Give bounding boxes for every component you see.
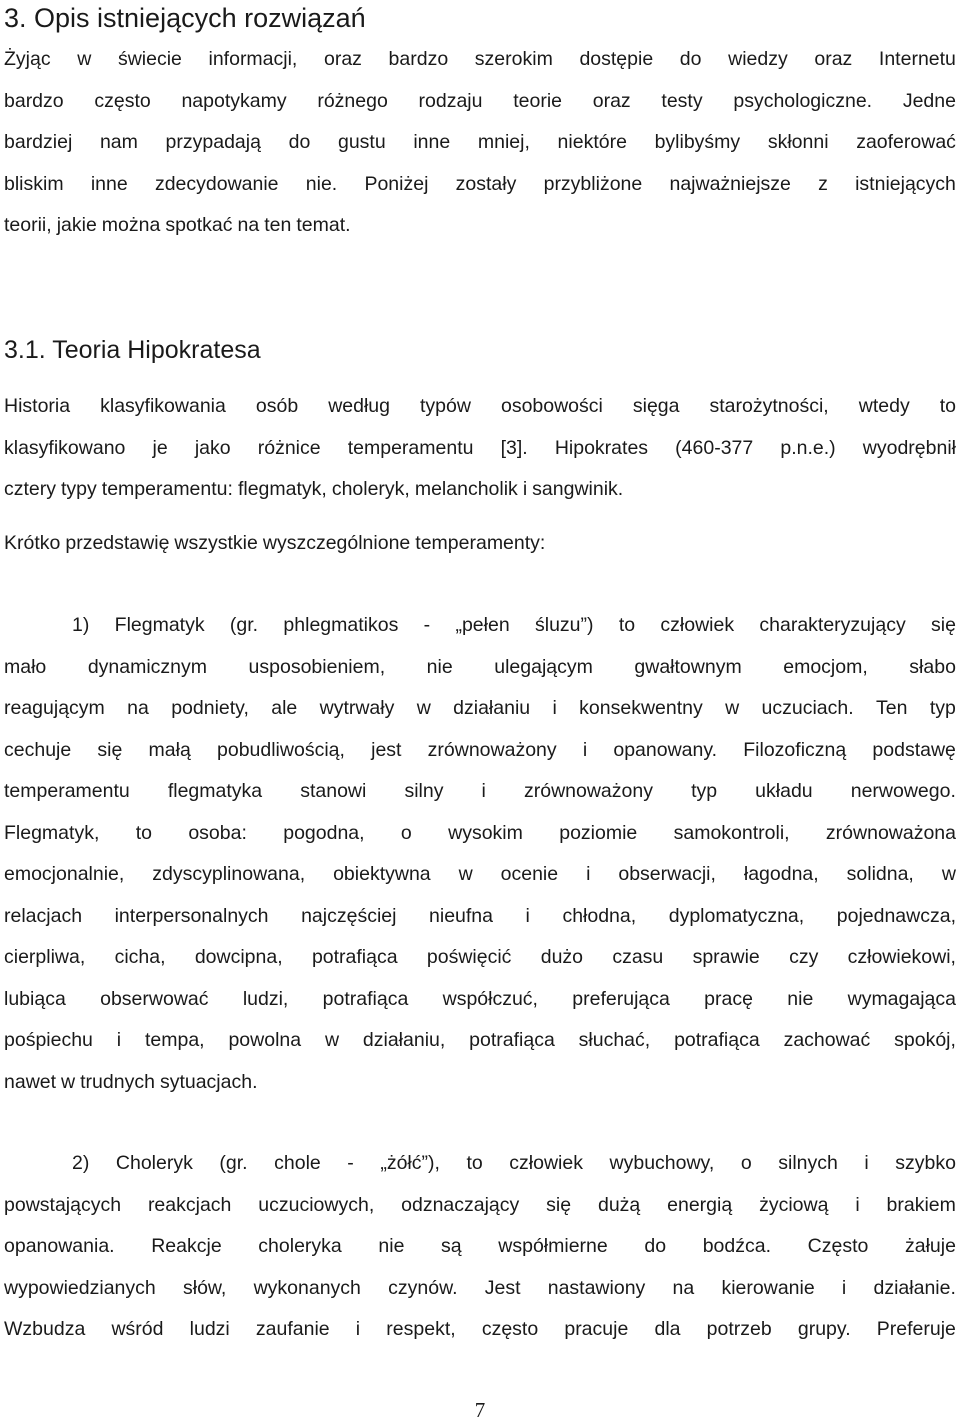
word: typ: [691, 780, 718, 802]
word: 2): [72, 1152, 90, 1174]
word: i: [116, 1029, 122, 1051]
word: temperamentu:: [101, 478, 233, 500]
word: klasyfikowania: [100, 395, 226, 417]
word: dynamicznym: [87, 655, 208, 678]
word: usposobieniem,: [248, 655, 386, 678]
word: obserwować: [100, 987, 209, 1010]
word: potrafiąca: [469, 1029, 555, 1051]
word: nawet: [4, 1070, 57, 1093]
word: nastawiony: [547, 1276, 646, 1299]
word: do: [288, 131, 311, 153]
word: dużą: [597, 1193, 641, 1216]
word: można: [101, 214, 161, 236]
word: choleryk,: [331, 478, 410, 500]
word: reagującym: [4, 697, 105, 719]
word: śluzu”): [534, 614, 594, 636]
word: osoba:: [188, 821, 247, 844]
word: na: [672, 1276, 695, 1299]
word: bardzo: [4, 89, 64, 112]
word: czynów.: [388, 1276, 458, 1299]
word: silnych: [778, 1152, 838, 1174]
word: sprawie: [692, 946, 760, 968]
flegmatyk-line: [4, 896, 956, 938]
word: gwałtownym: [634, 655, 742, 678]
word: w: [324, 1029, 340, 1051]
word: testy: [661, 89, 703, 112]
word: z: [818, 172, 828, 195]
word: opanowany.: [613, 738, 718, 761]
choleryk-line: [4, 1309, 956, 1351]
word: zostały: [455, 172, 517, 195]
word: potrafiąca: [674, 1029, 760, 1051]
word: podstawę: [872, 738, 956, 761]
word: solidna,: [846, 863, 914, 885]
word: najczęściej: [301, 904, 397, 927]
word: często: [94, 89, 151, 112]
word: rodzaju: [418, 89, 483, 112]
word: zaufanie: [255, 1318, 330, 1340]
word: wybuchowy,: [609, 1152, 715, 1174]
word: osób: [255, 395, 299, 417]
summary-paragraph: [4, 523, 956, 565]
word: to: [939, 395, 956, 417]
page-number: 7: [474, 1398, 486, 1422]
word: flegmatyka: [167, 780, 263, 802]
word: zaoferować: [856, 131, 956, 153]
word: Historia: [4, 395, 71, 417]
word: działanie.: [873, 1276, 956, 1299]
word: słów,: [182, 1276, 227, 1299]
word: jako: [194, 436, 231, 459]
word: phlegmatikos: [283, 614, 399, 636]
word: powstających: [4, 1193, 122, 1216]
word: i: [355, 1318, 361, 1340]
word: nie: [378, 1235, 405, 1257]
word: 1): [72, 614, 90, 636]
word: trudnych: [80, 1070, 155, 1093]
word: p.n.e.): [780, 436, 836, 459]
word: dostępie: [579, 48, 654, 70]
subsection-heading: 3.1. Teoria Hipokratesa: [4, 336, 261, 364]
word: i: [552, 697, 557, 719]
word: uczuciowych,: [258, 1193, 375, 1216]
word: nie: [787, 987, 814, 1010]
word: mniej,: [477, 131, 530, 153]
word: tempa,: [144, 1029, 205, 1051]
word: są: [441, 1235, 462, 1257]
word: przybliżone: [543, 172, 643, 195]
word: -: [423, 614, 431, 636]
word: na: [127, 697, 149, 719]
word: choleryka: [258, 1235, 342, 1257]
word: szybko: [895, 1152, 956, 1174]
word: chole: [274, 1152, 321, 1174]
word: typów: [420, 395, 471, 417]
word: zrównoważona: [825, 821, 956, 844]
choleryk-line: [4, 1268, 956, 1310]
word: cztery: [4, 478, 57, 500]
word: do: [679, 48, 702, 70]
word: Preferuje: [876, 1318, 956, 1340]
choleryk-line: [4, 1185, 956, 1227]
word: różnice: [257, 436, 321, 459]
word: potrzeb: [706, 1318, 772, 1340]
word: w: [941, 863, 956, 885]
word: i: [481, 780, 486, 802]
word: skłonni: [767, 131, 829, 153]
word: w: [416, 697, 431, 719]
choleryk-line: [4, 1226, 956, 1268]
word: i: [582, 738, 588, 761]
word: charakteryzujący: [759, 614, 906, 636]
word: obiektywna: [333, 863, 431, 885]
history-line: [4, 428, 956, 470]
word: Choleryk: [115, 1152, 193, 1174]
word: się: [546, 1193, 572, 1216]
word: „pełen: [455, 614, 510, 636]
word: oraz: [592, 89, 631, 112]
word: potrafiąca: [311, 946, 398, 968]
word: współmierne: [498, 1235, 608, 1257]
word: poświęcić: [426, 946, 512, 968]
word: relacjach: [4, 904, 83, 927]
word: życiową: [759, 1193, 829, 1216]
word: nerwowego.: [850, 780, 956, 802]
word: nie.: [305, 172, 338, 195]
word: to: [135, 821, 152, 844]
word: Krótko: [4, 532, 61, 554]
word: emocjom,: [783, 655, 868, 678]
word: sięga: [632, 395, 680, 417]
word: Poniżej: [364, 172, 429, 195]
word: inne: [90, 172, 128, 195]
word: zachować: [783, 1029, 871, 1051]
word: małą: [148, 738, 191, 761]
word: dowcipna,: [194, 946, 283, 968]
flegmatyk-line: [4, 730, 956, 772]
word: Często: [807, 1235, 869, 1257]
word: bylibyśmy: [654, 131, 741, 153]
word: „żółć”),: [380, 1152, 440, 1174]
intro-line: [4, 205, 956, 247]
word: w: [458, 863, 473, 885]
word: spotkać: [165, 214, 233, 236]
word: obserwacji,: [618, 863, 716, 885]
word: wykonanych: [253, 1276, 361, 1299]
word: w: [77, 48, 92, 70]
word: temperamentu: [347, 436, 474, 459]
word: i: [525, 904, 530, 927]
word: do: [644, 1235, 667, 1257]
word: flegmatyk,: [237, 478, 327, 500]
word: przedstawię: [65, 532, 170, 554]
flegmatyk-paragraph: [4, 605, 956, 1103]
word: melancholik: [414, 478, 518, 500]
word: nam: [99, 131, 138, 153]
word: stanowi: [300, 780, 367, 802]
flegmatyk-line: [4, 979, 956, 1021]
word: to: [618, 614, 636, 636]
word: słabo: [909, 655, 956, 678]
word: Internetu: [878, 48, 956, 70]
word: (gr.: [229, 614, 259, 636]
word: napotykamy: [181, 89, 287, 112]
word: układu: [755, 780, 813, 802]
word: ulegającym: [494, 655, 593, 678]
intro-line: [4, 81, 956, 123]
word: kierowanie: [721, 1276, 815, 1299]
flegmatyk-line: [4, 937, 956, 979]
word: czy: [789, 946, 819, 968]
word: dużo: [540, 946, 584, 968]
word: Reakcje: [151, 1235, 222, 1257]
word: wśród: [111, 1318, 164, 1340]
word: świecie: [117, 48, 182, 70]
word: potrafiąca: [322, 987, 409, 1010]
history-paragraph: [4, 386, 956, 511]
word: i: [864, 1152, 869, 1174]
word: emocjonalnie,: [4, 863, 125, 885]
intro-paragraph: [4, 39, 956, 247]
intro-line: [4, 164, 956, 206]
word: wysokim: [448, 821, 523, 844]
word: brakiem: [886, 1193, 956, 1216]
word: podniety,: [171, 697, 249, 719]
word: energią: [667, 1193, 733, 1216]
word: informacji,: [208, 48, 298, 70]
word: wtedy: [858, 395, 910, 417]
word: interpersonalnych: [114, 904, 269, 927]
word: osobowości: [500, 395, 603, 417]
word: sangwinik.: [532, 478, 624, 500]
word: konsekwentny: [579, 697, 703, 719]
word: wymagająca: [847, 987, 956, 1010]
word: chłodna,: [562, 904, 637, 927]
word: nieufna: [429, 904, 493, 927]
word: współczuć,: [442, 987, 538, 1010]
section-heading: 3. Opis istniejących rozwiązań: [4, 3, 366, 33]
word: Jest: [484, 1276, 521, 1299]
history-line: [4, 469, 956, 511]
word: pogodna,: [283, 821, 365, 844]
word: pośpiechu: [4, 1029, 93, 1051]
word: reakcjach: [147, 1193, 232, 1216]
word: przypadają: [165, 131, 261, 153]
word: o: [400, 821, 412, 844]
word: zrównoważony: [427, 738, 557, 761]
word: ten: [264, 214, 292, 236]
intro-line: [4, 122, 956, 164]
word: ocenie: [500, 863, 559, 885]
word: Wzbudza: [4, 1318, 86, 1340]
word: Ten: [876, 697, 908, 719]
word: szerokim: [474, 48, 553, 70]
flegmatyk-line: [4, 605, 956, 647]
word: wytrwały: [319, 697, 395, 719]
flegmatyk-line: [4, 688, 956, 730]
word: teorii,: [4, 214, 52, 236]
word: -: [347, 1152, 354, 1174]
word: i: [522, 478, 528, 500]
word: działaniu,: [362, 1029, 446, 1051]
word: Hipokrates: [554, 436, 649, 459]
word: bodźca.: [702, 1235, 772, 1257]
word: cierpliwa,: [4, 946, 86, 968]
word: ludzi: [189, 1318, 230, 1340]
summary-line: [4, 523, 956, 565]
flegmatyk-line: [4, 813, 956, 855]
word: bardzo: [388, 48, 449, 70]
word: zrównoważony: [523, 780, 653, 802]
word: gustu: [337, 131, 386, 153]
word: temat.: [296, 214, 351, 236]
word: się: [97, 738, 123, 761]
word: bliskim: [4, 172, 64, 195]
word: i: [855, 1193, 860, 1216]
word: to: [466, 1152, 483, 1174]
word: cicha,: [114, 946, 166, 968]
word: istniejących: [855, 172, 956, 195]
word: starożytności,: [709, 395, 829, 417]
word: człowiekowi,: [847, 946, 956, 968]
word: temperamentu: [4, 780, 130, 802]
word: w: [61, 1070, 76, 1093]
word: inne: [413, 131, 451, 153]
word: działaniu: [453, 697, 531, 719]
word: się: [931, 614, 956, 636]
word: pojednawcza,: [836, 904, 956, 927]
word: Flegmatyk: [114, 614, 205, 636]
word: Flegmatyk,: [4, 821, 100, 844]
intro-line: [4, 39, 956, 81]
word: czasu: [612, 946, 664, 968]
word: wypowiedzianych: [4, 1276, 156, 1299]
word: Filozoficzną: [743, 738, 847, 761]
word: (460-377: [675, 436, 754, 459]
word: [3].: [500, 436, 528, 459]
word: klasyfikowano: [4, 436, 126, 459]
word: temperamenty:: [415, 532, 546, 554]
word: często: [481, 1318, 539, 1340]
word: o: [740, 1152, 752, 1174]
flegmatyk-line: [4, 854, 956, 896]
word: preferująca: [572, 987, 670, 1010]
word: zdyscyplinowana,: [152, 863, 306, 885]
word: teorie: [513, 89, 563, 112]
word: typ: [929, 697, 956, 719]
word: ludzi,: [242, 987, 289, 1010]
word: wiedzy: [728, 48, 788, 70]
word: typy: [61, 478, 97, 500]
history-line: [4, 386, 956, 428]
word: mało: [4, 655, 47, 678]
word: odznaczający: [401, 1193, 520, 1216]
word: Jedne: [902, 89, 956, 112]
word: spokój,: [894, 1029, 956, 1051]
word: oraz: [814, 48, 853, 70]
flegmatyk-line: [4, 647, 956, 689]
flegmatyk-line: [4, 1062, 956, 1104]
word: bardziej: [4, 131, 73, 153]
word: lubiąca: [4, 987, 66, 1010]
word: wyszczególnione: [262, 532, 411, 554]
choleryk-paragraph: [4, 1143, 956, 1351]
word: jest: [371, 738, 402, 761]
word: w: [725, 697, 740, 719]
word: oraz: [323, 48, 362, 70]
word: człowiek: [509, 1152, 583, 1174]
word: je: [152, 436, 168, 459]
word: wyodrębnił: [862, 436, 956, 459]
word: respekt,: [386, 1318, 456, 1340]
word: słuchać,: [578, 1029, 651, 1051]
word: powolna: [228, 1029, 302, 1051]
word: człowiek: [660, 614, 735, 636]
word: według: [328, 395, 390, 417]
word: wszystkie: [174, 532, 258, 554]
word: dyplomatyczna,: [668, 904, 805, 927]
word: różnego: [317, 89, 388, 112]
word: opanowania.: [4, 1235, 115, 1257]
word: żałuje: [904, 1235, 956, 1257]
word: uczuciach.: [761, 697, 854, 719]
word: grupy.: [797, 1318, 851, 1340]
word: nie: [426, 655, 453, 678]
word: Żyjąc: [4, 48, 51, 70]
word: niektóre: [557, 131, 627, 153]
word: i: [586, 863, 591, 885]
word: silny: [404, 780, 444, 802]
word: samokontroli,: [673, 821, 790, 844]
word: najważniejsze: [669, 172, 791, 195]
flegmatyk-line: [4, 1020, 956, 1062]
word: pracę: [704, 987, 753, 1010]
word: dla: [654, 1318, 681, 1340]
word: na: [237, 214, 260, 236]
word: łagodna,: [743, 863, 819, 885]
word: sytuacjach.: [159, 1070, 258, 1093]
word: psychologiczne.: [733, 89, 873, 112]
word: pracuje: [564, 1318, 629, 1340]
word: jakie: [56, 214, 97, 236]
word: cechuje: [4, 738, 72, 761]
word: i: [841, 1276, 847, 1299]
choleryk-line: [4, 1143, 956, 1185]
word: pobudliwością,: [217, 738, 345, 761]
word: poziomie: [559, 821, 638, 844]
flegmatyk-line: [4, 771, 956, 813]
word: zdecydowanie: [154, 172, 279, 195]
word: (gr.: [219, 1152, 248, 1174]
word: ale: [271, 697, 298, 719]
